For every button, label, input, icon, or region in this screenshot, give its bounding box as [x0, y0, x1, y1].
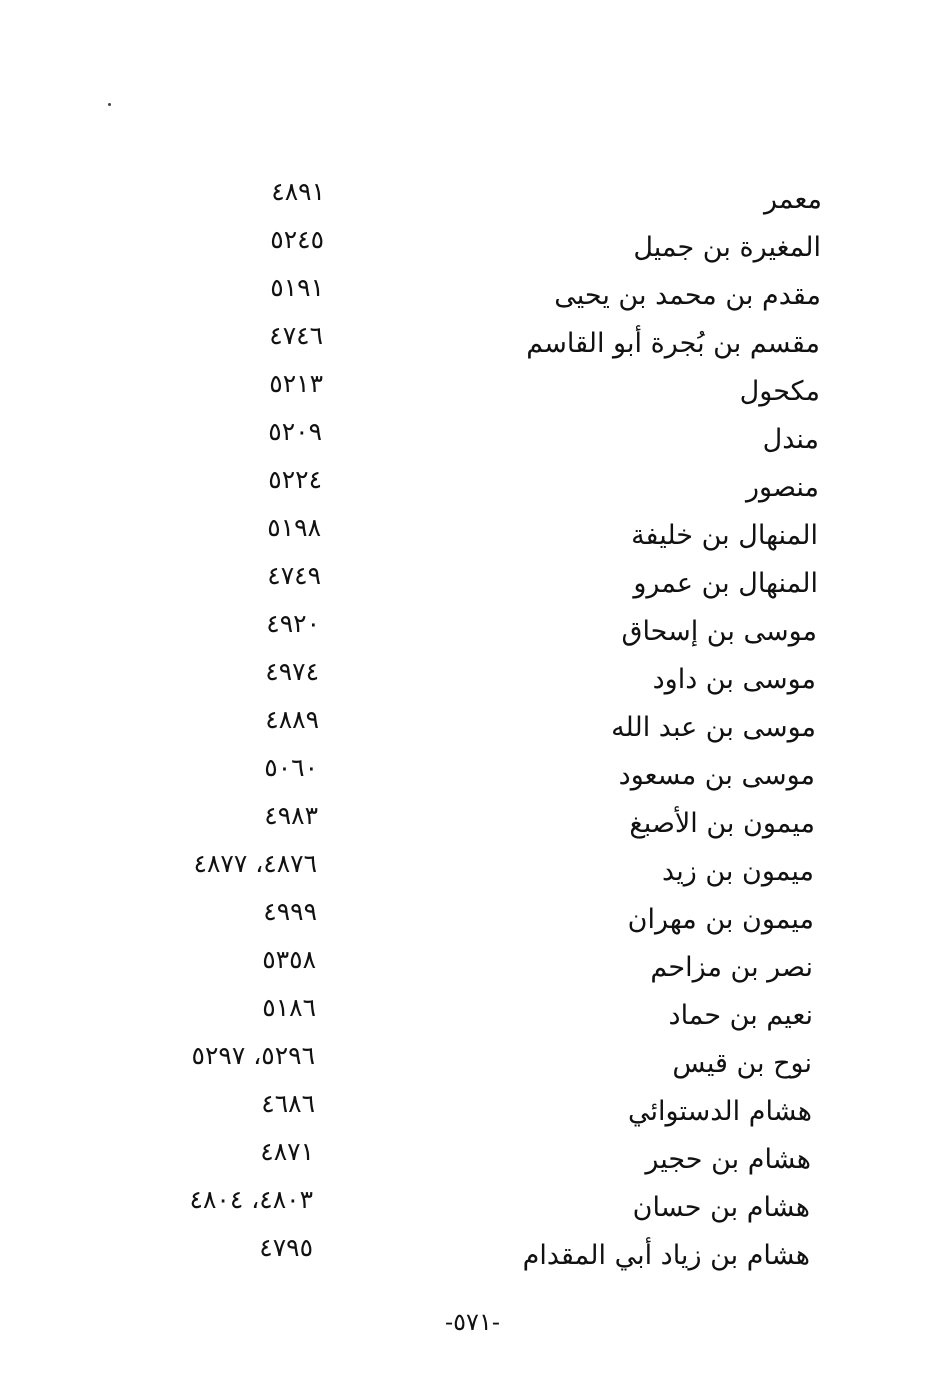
entry-name: موسى بن عبد الله — [611, 712, 816, 743]
index-entry — [140, 1136, 830, 1184]
entry-name: مقسم بن بُجرة أبو القاسم — [526, 328, 820, 359]
entry-reference-numbers: ٤٨٨٩ — [265, 705, 319, 734]
index-entry — [140, 176, 830, 224]
index-entry — [140, 1040, 830, 1088]
entry-reference-numbers: ٥١٨٦ — [262, 993, 316, 1022]
entry-name: مندل — [762, 424, 819, 455]
entry-name: نعيم بن حماد — [668, 1000, 813, 1031]
entry-reference-numbers: ٥٢٢٤ — [268, 465, 322, 494]
entry-name: ميمون بن الأصبغ — [629, 808, 815, 839]
index-entry — [140, 848, 830, 896]
entry-reference-numbers: ٤٧٩٥ — [259, 1233, 313, 1262]
entry-reference-numbers: ٥٣٥٨ — [262, 945, 316, 974]
entry-name: موسى بن داود — [652, 664, 816, 695]
entry-reference-numbers: ٥٢٩٦، ٥٢٩٧ — [191, 1041, 315, 1070]
entry-reference-numbers: ٥٢٠٩ — [268, 417, 322, 446]
index-entry — [140, 704, 830, 752]
index-entry — [140, 512, 830, 560]
index-entry — [140, 944, 830, 992]
entry-name: هشام بن زياد أبي المقدام — [522, 1240, 810, 1271]
page-number: -٥٧١- — [445, 1308, 500, 1336]
scan-speck — [108, 103, 111, 106]
entry-name: منصور — [745, 472, 819, 503]
entry-name: هشام بن حسان — [632, 1192, 810, 1223]
entry-name: المنهال بن عمرو — [633, 568, 818, 599]
entry-reference-numbers: ٥٢١٣ — [269, 369, 323, 398]
entry-name: موسى بن مسعود — [618, 760, 815, 791]
index-entry — [140, 416, 830, 464]
index-entry — [140, 320, 830, 368]
index-entry — [140, 368, 830, 416]
index-entry — [140, 272, 830, 320]
entry-reference-numbers: ٤٩٨٣ — [264, 801, 318, 830]
entry-name: مقدم بن محمد بن يحيى — [554, 280, 821, 311]
index-entry — [140, 608, 830, 656]
entry-reference-numbers: ٤٨٧٦، ٤٨٧٧ — [193, 849, 317, 878]
entry-name: المغيرة بن جميل — [633, 232, 821, 263]
entry-reference-numbers: ٤٧٤٦ — [269, 321, 323, 350]
index-entry — [140, 464, 830, 512]
index-entry — [140, 992, 830, 1040]
entry-reference-numbers: ٥٢٤٥ — [270, 225, 324, 254]
index-entry — [140, 560, 830, 608]
entry-name: هشام الدستوائي — [628, 1096, 812, 1127]
index-entry — [140, 1184, 830, 1232]
entry-name: معمر — [764, 184, 822, 215]
entry-name: ميمون بن مهران — [627, 904, 814, 935]
index-entry — [140, 1232, 830, 1280]
index-entry — [140, 224, 830, 272]
index-entry — [140, 800, 830, 848]
index-entry — [140, 896, 830, 944]
entry-reference-numbers: ٥١٩١ — [270, 273, 324, 302]
entry-reference-numbers: ٤٩٢٠ — [266, 609, 320, 638]
entry-name: مكحول — [739, 376, 820, 407]
entry-name: ميمون بن زيد — [662, 856, 814, 887]
entry-name: موسى بن إسحاق — [621, 616, 817, 647]
entry-reference-numbers: ٤٩٧٤ — [265, 657, 319, 686]
entry-reference-numbers: ٤٧٤٩ — [267, 561, 321, 590]
entry-reference-numbers: ٤٩٩٩ — [263, 897, 317, 926]
entry-reference-numbers: ٤٨٧١ — [260, 1137, 314, 1166]
index-entry — [140, 752, 830, 800]
entry-name: نوح بن قيس — [672, 1048, 812, 1079]
entry-reference-numbers: ٤٨٩١ — [271, 177, 325, 206]
index-entry — [140, 1088, 830, 1136]
index-entry — [140, 656, 830, 704]
entry-reference-numbers: ٥٠٦٠ — [264, 753, 318, 782]
entry-name: نصر بن مزاحم — [650, 952, 813, 983]
entry-reference-numbers: ٤٦٨٦ — [261, 1089, 315, 1118]
entry-reference-numbers: ٥١٩٨ — [267, 513, 321, 542]
entry-reference-numbers: ٤٨٠٣، ٤٨٠٤ — [189, 1185, 313, 1214]
entry-name: هشام بن حجير — [645, 1144, 811, 1175]
index-entry-list — [140, 176, 830, 1280]
entry-name: المنهال بن خليفة — [631, 520, 818, 551]
